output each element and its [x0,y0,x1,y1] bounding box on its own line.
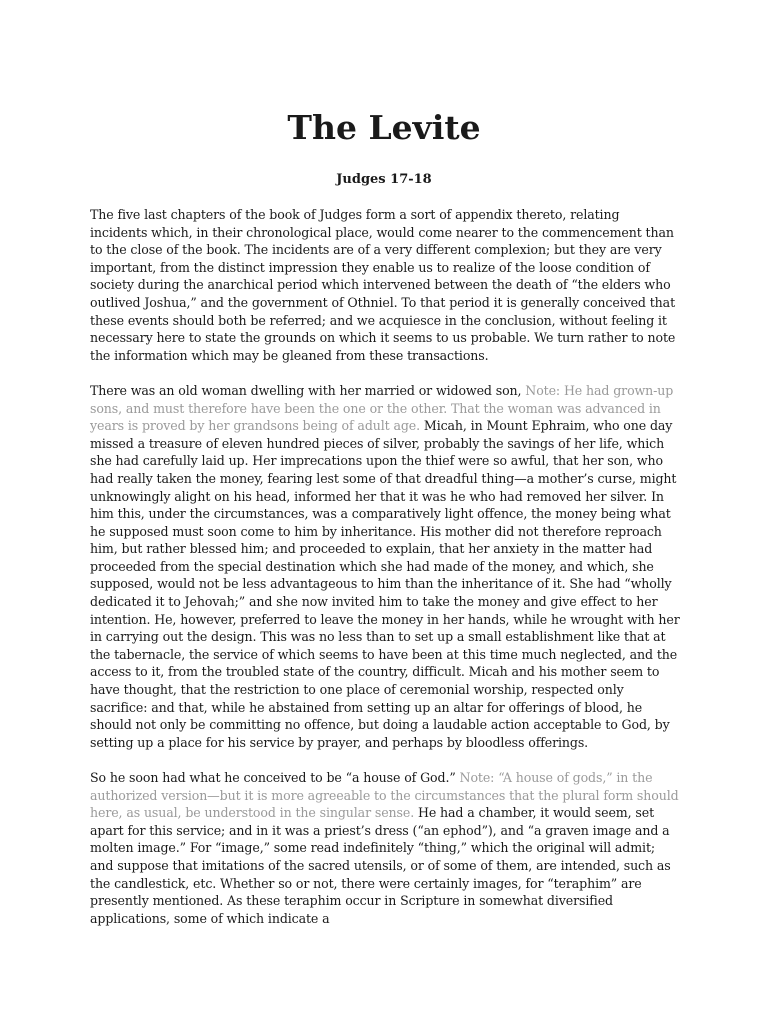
inline-note: Note: He had grown-up sons, and must therefore have been the one or the other. That the woman was advanced in years is proved by her grandsons being of adult age. [90,382,674,434]
paragraph-text: He had a chamber, it would seem, set apart for this service; and in it was a priest’s dress (“an ephod”), and “a graven image and a molten image.” For “image,” some read indefinitely “thing,” which the original will admit; and suppose that imitations of the sacred utensils, or of some of them, are intended, such as the candlestick, etc. Whether so or not, there were certainly images, for “teraphim” are presently mentioned. As these teraphim occur in Scripture in somewhat diversified applications, some of which indicate a [90,805,671,926]
paragraph-text: So he soon had what he conceived to be “a house of God.” [90,770,460,785]
page-title: The Levite [287,108,481,147]
paragraph-text: The five last chapters of the book of Judges form a sort of appendix thereto, relating incidents which, in their chronological place, would come nearer to the commencement than to the close of the book. The incidents are of a very different complexion; but they are very important, from the distinct impression they enable us to realize of the loose condition of society during the anarchical period which intervened between the death of “the elders who outlived Joshua,” and the government of Othniel. To that period it is generally conceived that these events should both be referred; and we acquiesce in the conclusion, without feeling it necessary here to state the grounds on which it seems to us probable. We turn rather to note the information which may be gleaned from these transactions. [90,207,676,363]
paragraph-house-of-god [90,769,680,927]
body-text [90,206,680,945]
paragraph-text: There was an old woman dwelling with her married or widowed son, [90,382,526,398]
paragraph-intro [90,206,680,364]
paragraph-text: Micah, in Mount Ephraim, who one day missed a treasure of eleven hundred pieces of silver, probably the savings of her life, which she had carefully laid up. Her imprecations upon the thief were so awful, that her son, who had really taken the money, fearing lest some of that dreadful thing—a mother’s curse, might unknowingly alight on his head, informed her that it was he who had removed her silver. In him this, under the circumstances, was a comparatively light offence, the money being what he supposed must soon come to him by inheritance. His mother did not therefore reproach him, but rather blessed him; and proceeded to explain, that her anxiety in the matter had proceeded from the special destination which she had made of the money, and which, she supposed, would not be less advantageous to him than the inheritance of it. She had “wholly dedicated it to Jehovah;” and she now invited him to take the money and give effect to her intention. He, however, preferred to leave the money in her hands, while he wrought with her in carrying out the design. This was no less than to set up a small establishment like that at the tabernacle, the service of which seems to have been at this time much neglected, and the access to it, from the troubled state of the country, difficult. Micah and his mother seem to have thought, that the restriction to one place of ceremonial worship, respected only sacrifice: and that, while he abstained from setting up an altar for offerings of blood, he should not only be committing no offence, but doing a laudable action acceptable to God, by setting up a place for his service by prayer, and perhaps by bloodless offerings. [90,418,680,750]
paragraph-micah-mother [90,382,680,751]
scripture-reference: Judges 17-18 [336,172,432,187]
inline-note: Note: “A house of gods,” in the authorized version—but it is more agreeable to the circumstances that the plural form should here, as usual, be understood in the singular sense. [90,770,679,821]
